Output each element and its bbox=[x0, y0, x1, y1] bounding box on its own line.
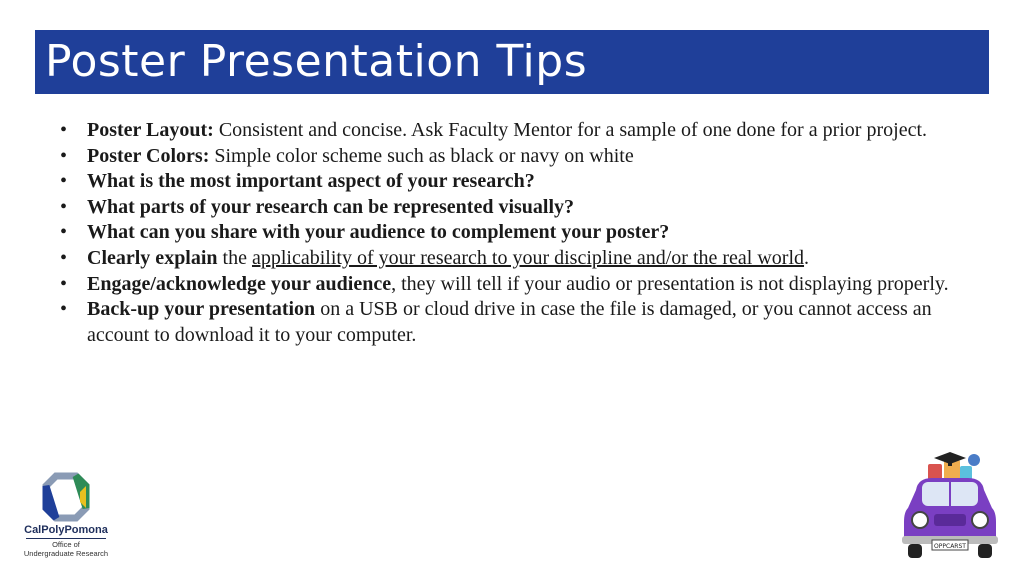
slide-title: Poster Presentation Tips bbox=[45, 36, 588, 87]
cal-poly-pomona-logo bbox=[20, 472, 112, 560]
bullet-text: the bbox=[217, 246, 252, 269]
bullet-lead: Poster Layout: bbox=[87, 119, 214, 141]
bullet-text: Consistent and concise. Ask Faculty Mentor for a sample of one done for a prior project. bbox=[213, 119, 927, 141]
logo-divider bbox=[26, 538, 106, 539]
license-plate: OPPCARST bbox=[934, 543, 966, 550]
logo-office-line1: Office of bbox=[52, 540, 80, 549]
logo-name: CalPolyPomona bbox=[24, 524, 108, 536]
bullet-item bbox=[60, 272, 970, 298]
bullet-lead: What parts of your research can be represented visually? bbox=[87, 195, 575, 218]
purple-car-icon bbox=[898, 450, 1002, 560]
bullet-lead: Poster Colors: bbox=[87, 144, 210, 167]
bullet-underlined-text: applicability of your research to your discipline and/or the real world bbox=[251, 246, 805, 269]
bullet-item bbox=[60, 297, 970, 348]
bullet-item bbox=[60, 118, 970, 144]
logo-office bbox=[20, 540, 112, 558]
title-bar bbox=[35, 30, 989, 94]
bullet-lead: Clearly explain bbox=[87, 246, 218, 269]
bullet-lead: Engage/acknowledge your audience bbox=[87, 272, 392, 295]
bullet-item bbox=[60, 195, 970, 221]
octagon-logo-icon bbox=[20, 472, 112, 524]
bullet-item bbox=[60, 220, 970, 246]
bullet-text: on a USB or cloud drive in case the file is damaged, or you cannot access an account to download it to your computer. bbox=[87, 298, 932, 346]
bullet-lead: Back-up your presentation bbox=[87, 298, 316, 321]
bullet-lead: What is the most important aspect of your research? bbox=[87, 170, 535, 193]
bullet-text: , they will tell if your audio or presentation is not displaying properly. bbox=[391, 272, 949, 295]
bullet-tail: . bbox=[804, 246, 810, 269]
mascot-car bbox=[898, 450, 1002, 560]
bullet-item bbox=[60, 246, 970, 272]
bullet-item bbox=[60, 144, 970, 170]
bullet-item bbox=[60, 169, 970, 195]
logo-office-line2: Undergraduate Research bbox=[23, 549, 109, 558]
bullet-lead: What can you share with your audience to complement your poster? bbox=[87, 221, 670, 244]
bullet-text: Simple color scheme such as black or navy on white bbox=[209, 144, 634, 167]
bullet-list bbox=[60, 118, 970, 348]
